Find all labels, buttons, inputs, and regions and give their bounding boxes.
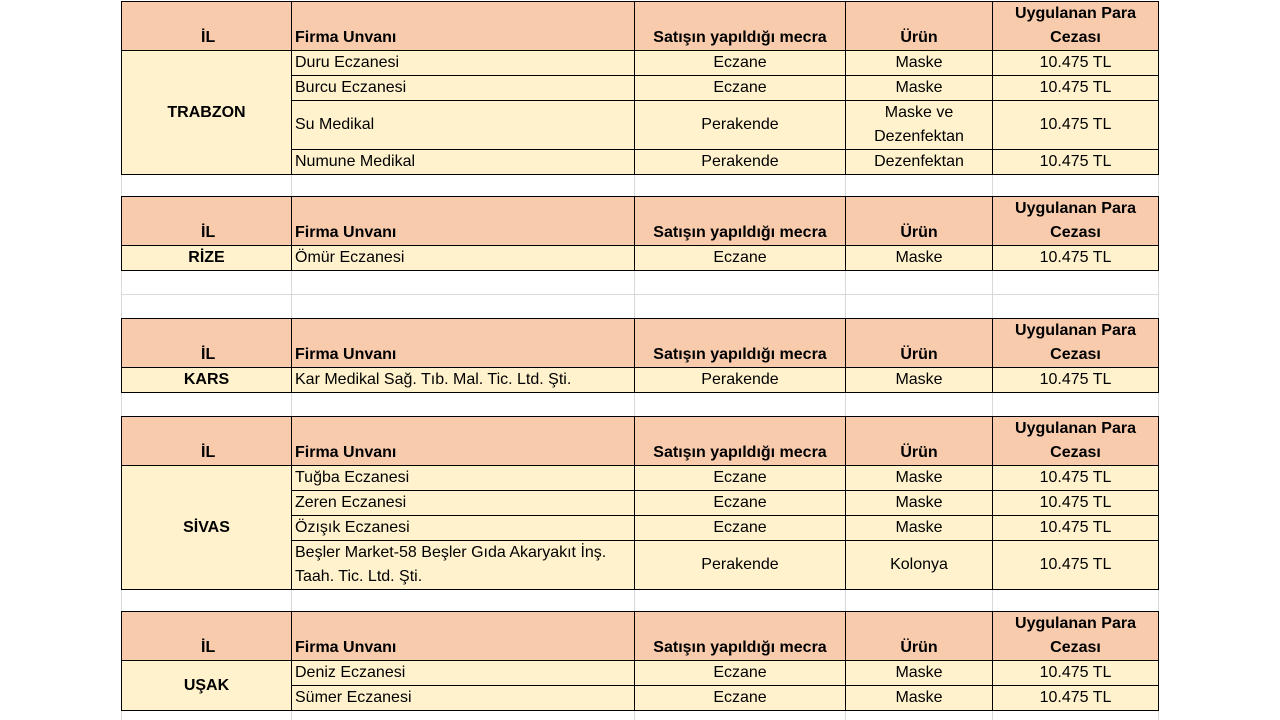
- ceza-cell: 10.475 TL: [993, 686, 1159, 711]
- header-row: [122, 197, 1159, 246]
- header-ceza: Uygulanan Para Cezası: [993, 417, 1159, 466]
- header-firma: Firma Unvanı: [292, 2, 635, 51]
- city-table-kars: [121, 318, 1159, 393]
- gridline: [1158, 173, 1159, 196]
- ceza-cell: 10.475 TL: [993, 150, 1159, 175]
- table-row: [122, 246, 1159, 271]
- header-il: İL: [122, 2, 292, 51]
- header-urun: Ürün: [846, 417, 993, 466]
- header-mecra: Satışın yapıldığı mecra: [635, 319, 846, 368]
- gridline: [634, 587, 635, 611]
- header-ceza: Uygulanan Para Cezası: [993, 612, 1159, 661]
- mecra-cell: Eczane: [635, 516, 846, 541]
- mecra-cell: Perakende: [635, 368, 846, 393]
- firma-cell: Duru Eczanesi: [292, 51, 635, 76]
- ceza-cell: 10.475 TL: [993, 101, 1159, 150]
- firma-cell: Burcu Eczanesi: [292, 76, 635, 101]
- ceza-cell: 10.475 TL: [993, 466, 1159, 491]
- header-urun: Ürün: [846, 197, 993, 246]
- ceza-cell: 10.475 TL: [993, 368, 1159, 393]
- gridline: [634, 173, 635, 196]
- ceza-cell: 10.475 TL: [993, 76, 1159, 101]
- firma-cell: Numune Medikal: [292, 150, 635, 175]
- header-ceza: Uygulanan Para Cezası: [993, 319, 1159, 368]
- firma-cell: Deniz Eczanesi: [292, 661, 635, 686]
- mecra-cell: Eczane: [635, 686, 846, 711]
- header-il: İL: [122, 197, 292, 246]
- city-table-sivas: [121, 416, 1159, 590]
- table-row: [122, 51, 1159, 76]
- urun-cell: Dezenfektan: [846, 150, 993, 175]
- header-urun: Ürün: [846, 319, 993, 368]
- header-row: [122, 319, 1159, 368]
- mecra-cell: Eczane: [635, 246, 846, 271]
- urun-cell: Maske ve Dezenfektan: [846, 101, 993, 150]
- gridline: [992, 392, 993, 416]
- gridline: [291, 173, 292, 196]
- header-mecra: Satışın yapıldığı mecra: [635, 417, 846, 466]
- firma-cell: Özışık Eczanesi: [292, 516, 635, 541]
- header-ceza: Uygulanan Para Cezası: [993, 2, 1159, 51]
- header-il: İL: [122, 319, 292, 368]
- urun-cell: Kolonya: [846, 541, 993, 590]
- gridline: [121, 294, 1158, 295]
- mecra-cell: Perakende: [635, 541, 846, 590]
- header-firma: Firma Unvanı: [292, 612, 635, 661]
- firma-cell: Ömür Eczanesi: [292, 246, 635, 271]
- city-table-trabzon: [121, 1, 1159, 175]
- firma-cell: Zeren Eczanesi: [292, 491, 635, 516]
- header-firma: Firma Unvanı: [292, 197, 635, 246]
- gridline: [845, 392, 846, 416]
- city-table-rize: [121, 196, 1159, 271]
- mecra-cell: Eczane: [635, 51, 846, 76]
- header-urun: Ürün: [846, 612, 993, 661]
- city-cell: KARS: [122, 368, 292, 393]
- city-cell: SİVAS: [122, 466, 292, 590]
- ceza-cell: 10.475 TL: [993, 541, 1159, 590]
- urun-cell: Maske: [846, 686, 993, 711]
- header-mecra: Satışın yapıldığı mecra: [635, 197, 846, 246]
- gridline: [121, 173, 122, 196]
- gridline: [1158, 270, 1159, 318]
- mecra-cell: Perakende: [635, 150, 846, 175]
- ceza-cell: 10.475 TL: [993, 246, 1159, 271]
- gridline: [845, 587, 846, 611]
- ceza-cell: 10.475 TL: [993, 491, 1159, 516]
- city-cell: RİZE: [122, 246, 292, 271]
- urun-cell: Maske: [846, 661, 993, 686]
- gridline: [1158, 587, 1159, 611]
- mecra-cell: Eczane: [635, 76, 846, 101]
- gridline: [291, 392, 292, 416]
- gridline: [121, 392, 122, 416]
- header-row: [122, 417, 1159, 466]
- urun-cell: Maske: [846, 76, 993, 101]
- gridline: [992, 587, 993, 611]
- firma-cell: Beşler Market-58 Beşler Gıda Akaryakıt İnş. Taah. Tic. Ltd. Şti.: [292, 541, 635, 590]
- mecra-cell: Eczane: [635, 491, 846, 516]
- firma-cell: Kar Medikal Sağ. Tıb. Mal. Tic. Ltd. Şti.: [292, 368, 635, 393]
- table-row: [122, 661, 1159, 686]
- urun-cell: Maske: [846, 466, 993, 491]
- city-table-usak: [121, 611, 1159, 711]
- header-row: [122, 612, 1159, 661]
- gridline: [291, 587, 292, 611]
- ceza-cell: 10.475 TL: [993, 51, 1159, 76]
- urun-cell: Maske: [846, 491, 993, 516]
- gridline: [634, 392, 635, 416]
- ceza-cell: 10.475 TL: [993, 661, 1159, 686]
- mecra-cell: Eczane: [635, 661, 846, 686]
- header-ceza: Uygulanan Para Cezası: [993, 197, 1159, 246]
- urun-cell: Maske: [846, 516, 993, 541]
- firma-cell: Sümer Eczanesi: [292, 686, 635, 711]
- header-row: [122, 2, 1159, 51]
- header-il: İL: [122, 612, 292, 661]
- table-row: [122, 368, 1159, 393]
- mecra-cell: Perakende: [635, 101, 846, 150]
- urun-cell: Maske: [846, 368, 993, 393]
- mecra-cell: Eczane: [635, 466, 846, 491]
- header-firma: Firma Unvanı: [292, 417, 635, 466]
- urun-cell: Maske: [846, 246, 993, 271]
- header-firma: Firma Unvanı: [292, 319, 635, 368]
- firma-cell: Tuğba Eczanesi: [292, 466, 635, 491]
- gridline: [1158, 392, 1159, 416]
- gridline: [845, 173, 846, 196]
- firma-cell: Su Medikal: [292, 101, 635, 150]
- header-urun: Ürün: [846, 2, 993, 51]
- gridline: [121, 587, 122, 611]
- city-cell: UŞAK: [122, 661, 292, 711]
- header-il: İL: [122, 417, 292, 466]
- ceza-cell: 10.475 TL: [993, 516, 1159, 541]
- header-mecra: Satışın yapıldığı mecra: [635, 2, 846, 51]
- city-cell: TRABZON: [122, 51, 292, 175]
- header-mecra: Satışın yapıldığı mecra: [635, 612, 846, 661]
- urun-cell: Maske: [846, 51, 993, 76]
- table-row: [122, 466, 1159, 491]
- gridline: [992, 173, 993, 196]
